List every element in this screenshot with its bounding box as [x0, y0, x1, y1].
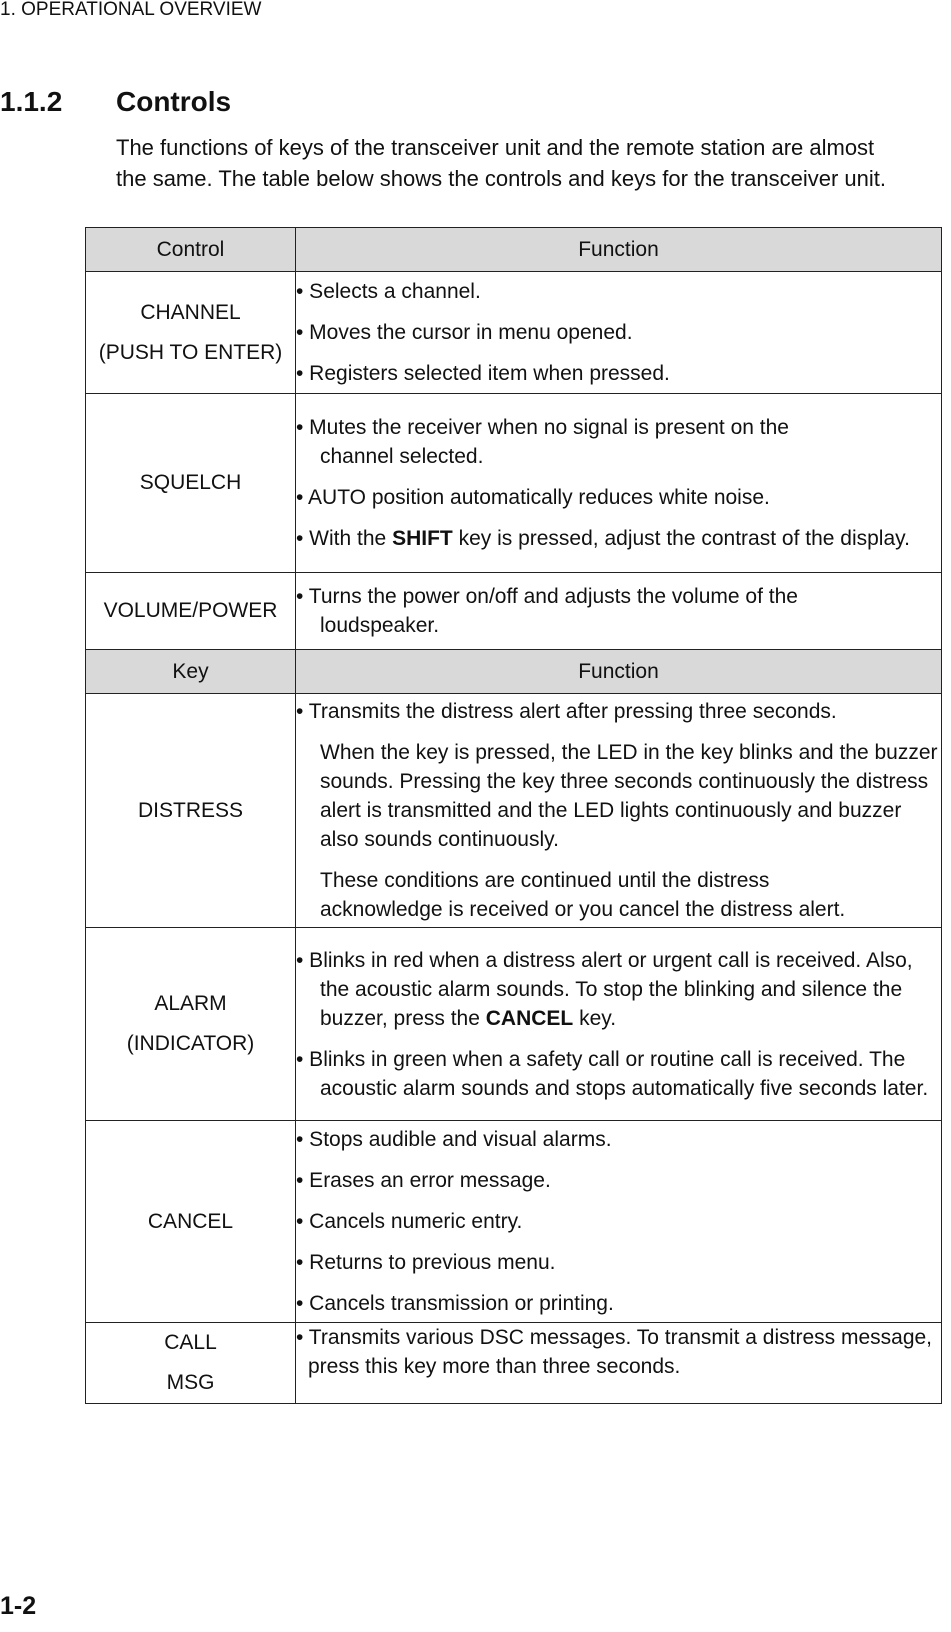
- function-item: [296, 524, 941, 553]
- control-subname: (PUSH TO ENTER): [98, 340, 283, 364]
- control-name: VOLUME/POWER: [103, 599, 278, 622]
- control-column-header: Control: [86, 228, 296, 272]
- function-item: • Mutes the receiver when no signal is present on the channel selected.: [296, 416, 789, 468]
- function-item: • Blinks in green when a safety call or routine call is received. The acoustic alarm sounds and stops automatically five seconds later.: [296, 1047, 929, 1100]
- function-item: [296, 946, 941, 1033]
- function-item: • Transmits various DSC messages. To transmit a distress message, press this key more than three seconds.: [296, 1326, 933, 1378]
- function-cell: [296, 1121, 942, 1323]
- table-row: [86, 1323, 942, 1404]
- running-head: 1. OPERATIONAL OVERVIEW: [0, 0, 262, 20]
- key-name: MSG: [166, 1371, 215, 1394]
- intro-line: the same. The table below shows the controls and keys for the transceiver unit.: [116, 166, 886, 191]
- function-item: • Moves the cursor in menu opened.: [296, 321, 633, 344]
- table-row: [86, 573, 942, 650]
- function-item: • Returns to previous menu.: [296, 1251, 556, 1274]
- table-row: [86, 394, 942, 573]
- function-cell: [296, 1323, 942, 1404]
- page-number: 1-2: [0, 1592, 37, 1620]
- function-text: key is pressed, adjust the contrast of the display.: [452, 527, 910, 550]
- cancel-key-name: CANCEL: [485, 1006, 574, 1030]
- function-item: • Erases an error message.: [296, 1169, 551, 1192]
- keys-header-row: [86, 650, 942, 694]
- function-item: • Transmits the distress alert after pressing three seconds.: [296, 700, 837, 723]
- key-name: DISTRESS: [137, 798, 244, 822]
- key-name-cell: [86, 694, 296, 928]
- function-cell: [296, 694, 942, 928]
- function-item: • Cancels transmission or printing.: [296, 1292, 614, 1315]
- function-text: key.: [573, 1006, 617, 1030]
- control-name-cell: [86, 272, 296, 394]
- function-text: • With the: [296, 527, 393, 550]
- controls-header-row: [86, 228, 942, 272]
- function-note: These conditions are continued until the distress acknowledge is received or you cancel the distress alert.: [320, 869, 846, 921]
- function-cell: [296, 394, 942, 573]
- controls-table: [85, 227, 942, 1404]
- function-cell: [296, 928, 942, 1121]
- control-name-cell: [86, 573, 296, 650]
- function-item: • Turns the power on/off and adjusts the volume of the loudspeaker.: [296, 585, 798, 637]
- key-name-cell: [86, 1121, 296, 1323]
- function-column-header: Function: [296, 228, 942, 272]
- function-cell: [296, 272, 942, 394]
- function-item: • Registers selected item when pressed.: [296, 362, 670, 385]
- key-column-header: Key: [86, 650, 296, 694]
- function-note: When the key is pressed, the LED in the key blinks and the buzzer sounds. Pressing the key three seconds continuously the distress alert is transmitted and the LED lights continuously and buzzer also sounds continuously.: [320, 741, 938, 851]
- function-column-header: Function: [296, 650, 942, 694]
- table-row: [86, 694, 942, 928]
- section-number: 1.1.2: [0, 86, 63, 117]
- key-name: ALARM: [154, 992, 227, 1015]
- function-item: • Selects a channel.: [296, 280, 481, 303]
- control-name: CHANNEL: [140, 300, 241, 324]
- function-item: • AUTO position automatically reduces white noise.: [296, 486, 770, 509]
- function-item: • Stops audible and visual alarms.: [296, 1128, 612, 1151]
- section-title: Controls: [116, 86, 232, 117]
- intro-line: The functions of keys of the transceiver unit and the remote station are almost: [116, 135, 875, 160]
- key-name-cell: [86, 1323, 296, 1404]
- function-cell: [296, 573, 942, 650]
- function-text: • Blinks in red when a distress alert or urgent call is received. Also, the acoustic alarm sounds. To stop the blinking and silence the buzzer, press the: [296, 948, 913, 1030]
- table-row: [86, 272, 942, 394]
- key-name: CALL: [164, 1331, 217, 1354]
- key-subname: (INDICATOR): [126, 1032, 255, 1055]
- key-name: CANCEL: [147, 1209, 234, 1233]
- table-row: [86, 1121, 942, 1323]
- control-name-cell: [86, 394, 296, 573]
- shift-key-name: SHIFT: [392, 527, 453, 550]
- table-row: [86, 928, 942, 1121]
- control-name: SQUELCH: [139, 471, 242, 494]
- section-intro: [116, 132, 946, 194]
- key-name-cell: [86, 928, 296, 1121]
- function-item: • Cancels numeric entry.: [296, 1210, 523, 1233]
